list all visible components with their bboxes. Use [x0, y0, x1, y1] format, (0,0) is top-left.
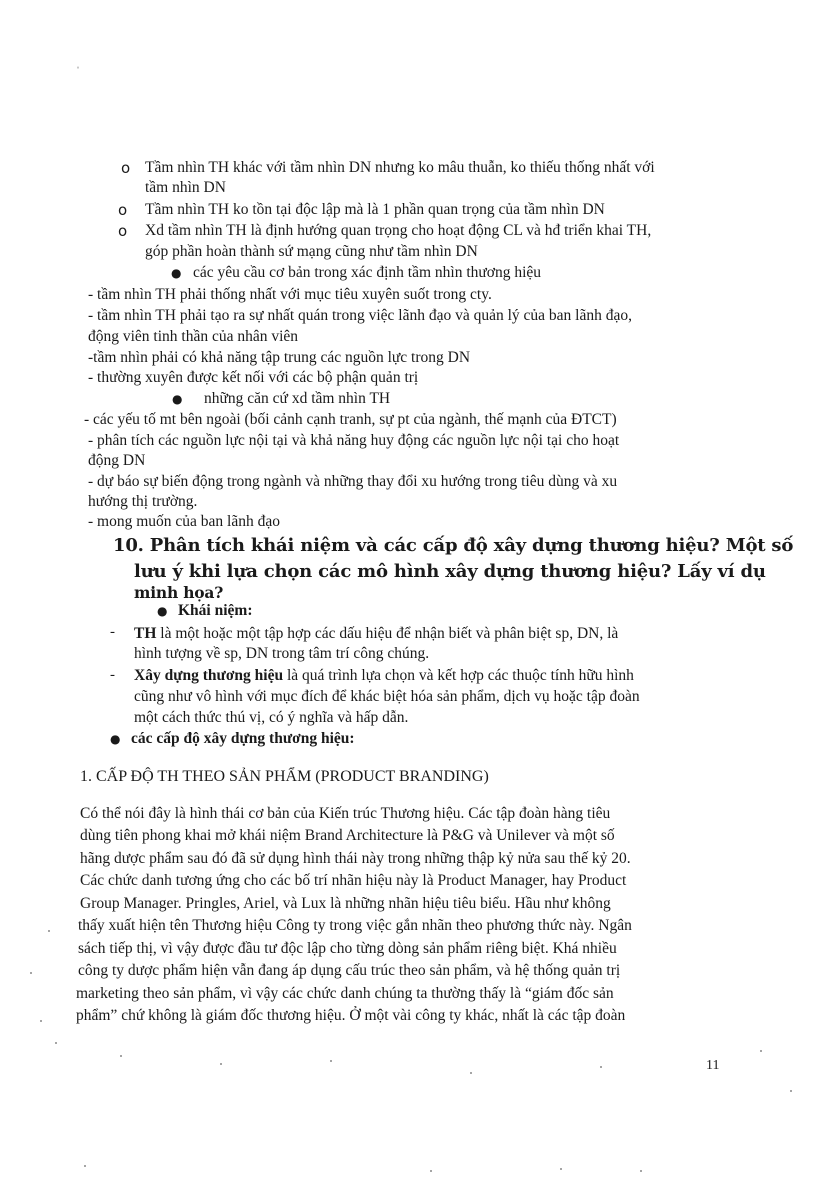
scan-speck: [120, 1055, 122, 1057]
bases-line: - mong muốn của ban lãnh đạo: [88, 513, 280, 530]
scan-speck: [790, 1090, 792, 1092]
scan-speck: [560, 1168, 562, 1170]
scan-speck: [640, 1170, 642, 1172]
vision-line-1: Tầm nhìn TH khác với tầm nhìn DN nhưng ko mâu thuẫn, ko thiếu thống nhất với: [145, 159, 655, 176]
levels-heading: các cấp độ xây dựng thương hiệu:: [131, 730, 355, 747]
bases-heading: những căn cứ xd tầm nhìn TH: [204, 390, 391, 407]
scan-speck: [760, 1050, 762, 1052]
scan-speck: [55, 1042, 57, 1044]
requirement-line: động viên tinh thần của nhân viên: [88, 328, 299, 345]
circle-bullet-icon: o: [118, 201, 128, 219]
scan-speck: [40, 1020, 42, 1022]
bases-line: động DN: [88, 452, 146, 469]
definition-2: [134, 668, 634, 684]
concept-heading: Khái niệm:: [178, 602, 253, 619]
requirement-line: - thường xuyên được kết nối với các bộ phận quản trị: [88, 369, 419, 386]
section-1-line: hãng dược phẩm sau đó đã sử dụng hình thái này trong những thập kỷ nửa sau thế kỷ 20.: [80, 850, 631, 867]
section-1-line: Các chức danh tương ứng cho các bố trí nhãn hiệu này là Product Manager, hay Product: [80, 872, 627, 889]
question-heading-line-1: 10. Phân tích khái niệm và các cấp độ xây dựng thương hiệu? Một số: [113, 535, 794, 556]
scan-speck: [84, 1165, 86, 1167]
definition-2-term: Xây dựng thương hiệu: [134, 667, 284, 684]
bases-line: - dự báo sự biến động trong ngành và những thay đổi xu hướng trong tiêu dùng và xu: [88, 473, 618, 490]
vision-line-1b: tầm nhìn DN: [145, 179, 226, 196]
section-1-line: marketing theo sản phẩm, vì vậy các chức danh chúng ta thường thấy là “giám đốc sản: [76, 985, 614, 1002]
dash-bullet: -: [110, 624, 115, 640]
section-1-line: Có thể nói đây là hình thái cơ bản của Kiến trúc Thương hiệu. Các tập đoàn hàng tiêu: [80, 805, 611, 822]
question-heading-line-2: lưu ý khi lựa chọn các mô hình xây dựng thương hiệu? Lấy ví dụ: [134, 561, 766, 582]
bases-line: - các yếu tố mt bên ngoài (bối cảnh cạnh tranh, sự pt của ngành, thế mạnh của ĐTCT): [84, 411, 617, 428]
scan-speck: [330, 1060, 332, 1062]
vision-line-2: Tầm nhìn TH ko tồn tại độc lập mà là 1 phần quan trọng của tầm nhìn DN: [145, 201, 605, 218]
bases-line: hướng thị trường.: [88, 493, 198, 510]
bullet-dot-icon: ●: [172, 392, 183, 406]
section-1-title: 1. CẤP ĐỘ TH THEO SẢN PHẨM (PRODUCT BRANDING): [80, 768, 489, 785]
scan-speck: [470, 1072, 472, 1074]
definition-1: [134, 626, 618, 642]
definition-2-cont: cũng như vô hình với mục đích để khác biệt hóa sản phẩm, dịch vụ hoặc tập đoàn: [134, 688, 640, 705]
section-1-line: sách tiếp thị, vì vậy được đầu tư độc lập cho từng dòng sản phẩm riêng biệt. Khá nhiều: [78, 940, 617, 957]
scan-speck: [430, 1170, 432, 1172]
section-1-line: công ty dược phẩm hiện vẫn đang áp dụng cấu trúc theo sản phẩm, và hệ thống quản trị: [78, 962, 621, 979]
bullet-dot-icon: ●: [171, 266, 182, 280]
vision-line-3b: góp phần hoàn thành sứ mạng cũng như tầm nhìn DN: [145, 243, 478, 260]
requirement-line: - tầm nhìn TH phải thống nhất với mục tiêu xuyên suốt trong cty.: [88, 286, 492, 303]
dash-bullet: -: [110, 667, 115, 683]
scan-speck: [600, 1066, 602, 1068]
section-1-line: phẩm” chứ không là giám đốc thương hiệu. Ở một vài công ty khác, nhất là các tập đoàn: [76, 1007, 626, 1024]
page-number: 11: [706, 1058, 720, 1073]
circle-bullet-icon: o: [118, 222, 128, 240]
section-1-line: thấy xuất hiện tên Thương hiệu Công ty trong việc gắn nhãn theo phương thức này. Ngân: [78, 917, 632, 934]
scan-speck: [220, 1063, 222, 1065]
requirements-heading: các yêu cầu cơ bản trong xác định tầm nhìn thương hiệu: [193, 264, 542, 281]
definition-1-term: TH: [134, 625, 157, 642]
scan-mark: ˈ: [76, 64, 80, 78]
scan-speck: [30, 972, 32, 974]
bases-line: - phân tích các nguồn lực nội tại và khả năng huy động các nguồn lực nội tại cho hoạt: [88, 432, 620, 449]
definition-1-cont: hình tượng về sp, DN trong tâm trí công chúng.: [134, 645, 430, 662]
definition-2-text: là quá trình lựa chọn và kết hợp các thuộc tính hữu hình: [283, 667, 634, 684]
vision-line-3: Xd tầm nhìn TH là định hướng quan trọng cho hoạt động CL và hđ triển khai TH,: [145, 222, 652, 239]
bullet-dot-icon: ●: [157, 604, 168, 618]
section-1-line: Group Manager. Pringles, Ariel, và Lux là những nhãn hiệu tiêu biểu. Hầu như không: [80, 895, 611, 912]
section-1-line: dùng tiên phong khai mở khái niệm Brand Architecture là P&G và Unilever và một số: [80, 827, 615, 844]
circle-bullet-icon: o: [121, 159, 131, 177]
scan-speck: [48, 930, 50, 932]
definition-1-text: là một hoặc một tập hợp các dấu hiệu để nhận biết và phân biệt sp, DN, là: [156, 625, 619, 642]
requirement-line: -tầm nhìn phải có khả năng tập trung các nguồn lực trong DN: [88, 349, 471, 366]
requirement-line: - tầm nhìn TH phải tạo ra sự nhất quán trong việc lãnh đạo và quản lý của ban lãnh đạo,: [88, 307, 632, 324]
bullet-dot-icon: ●: [110, 732, 121, 746]
question-heading-line-3: minh họa?: [134, 583, 224, 602]
definition-2-cont: một cách thức thú vị, có ý nghĩa và hấp dẫn.: [134, 709, 409, 726]
